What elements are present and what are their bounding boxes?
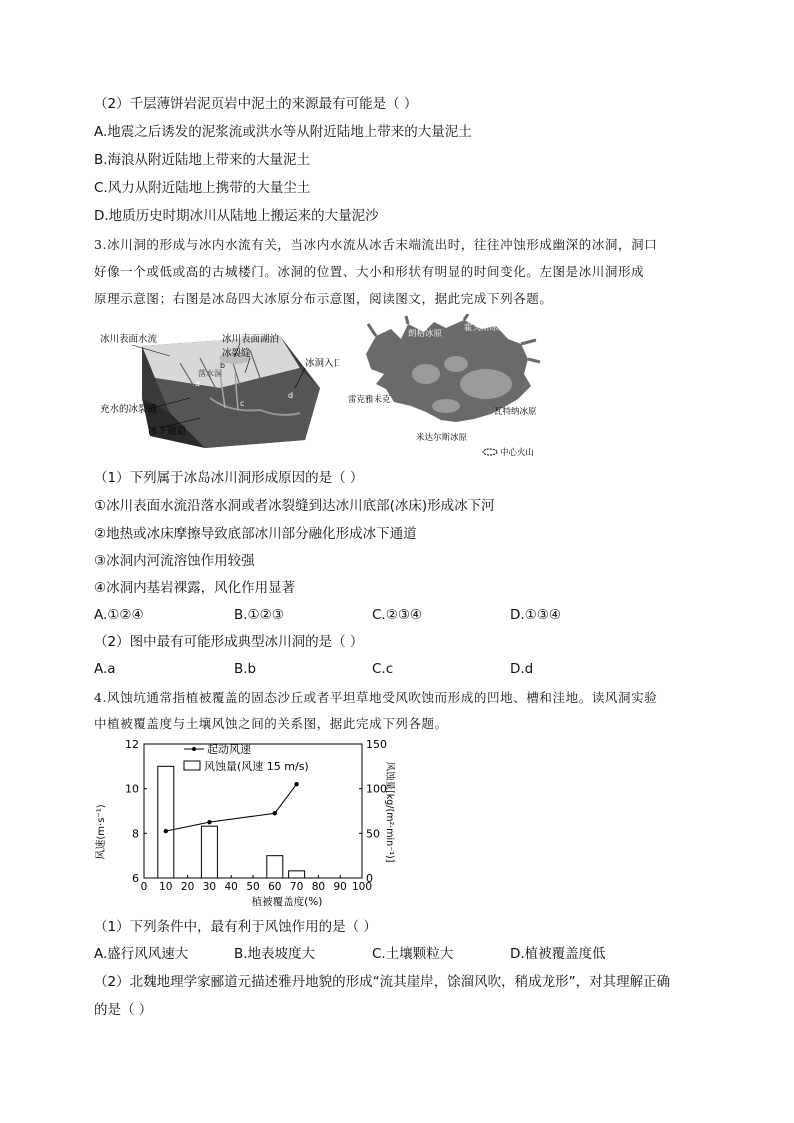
statement-3: ③冰洞内河流溶蚀作用较强: [94, 553, 255, 569]
label-moulin: 落水洞: [198, 369, 222, 378]
glacier-cave-diagram: [100, 318, 340, 456]
option-b: B.地表坡度大: [234, 946, 316, 962]
option-a: A.a: [94, 661, 116, 677]
chart-bar: [201, 826, 217, 878]
label-crevasse: 冰裂缝: [222, 348, 251, 359]
y-tick-label: 10: [125, 782, 139, 796]
option-a: A.地震之后诱发的泥浆流或洪水等从附近陆地上带来的大量泥土: [94, 124, 472, 140]
x-tick-label: 50: [246, 881, 260, 893]
x-tick-label: 60: [268, 881, 282, 893]
label-subglacial-channel: 冰下通道: [148, 426, 187, 437]
option-b: B.①②③: [234, 607, 284, 623]
option-c: C.土壤颗粒大: [372, 946, 454, 962]
x-tick-label: 10: [159, 881, 173, 893]
iceland-map: [346, 314, 546, 460]
question-stem: （1）下列条件中，最有利于风蚀作用的是（ ）: [94, 919, 377, 935]
option-b: B.海浪从附近陆地上带来的大量泥土: [94, 152, 311, 168]
option-d: D.地质历史时期冰川从陆地上搬运来的大量泥沙: [94, 208, 379, 224]
wind-erosion-chart: [92, 734, 412, 910]
label-langjokull: 朗格冰原: [408, 329, 443, 339]
y2-tick-label: 50: [366, 827, 380, 841]
chart-bar: [267, 856, 283, 878]
option-b: B.b: [234, 661, 257, 677]
label-hofsjokull: 霍夫斯冰原: [464, 323, 507, 333]
x-tick-label: 100: [351, 881, 373, 893]
question-stem: （2）千层薄饼岩泥页岩中泥土的来源最有可能是（ ）: [94, 96, 418, 112]
label-reykjavik: 雷克雅未克: [348, 395, 391, 405]
y-tick-label: 6: [132, 872, 139, 885]
x-tick-label: 90: [333, 881, 347, 893]
y-axis-label: 风速(m·s⁻¹): [96, 804, 107, 860]
legend-erosion-amount: 风蚀量(风速 15 m/s): [204, 760, 309, 773]
x-tick-label: 70: [289, 881, 304, 893]
option-c: C.c: [372, 661, 394, 677]
chart-point: [294, 782, 298, 786]
label-surface-flow: 冰川表面水流: [100, 334, 158, 345]
chart-bar: [289, 871, 305, 878]
statement-2: ②地热或冰床摩擦导致底部冰川部分融化形成冰下通道: [94, 526, 417, 542]
question-stem: （1）下列属于冰岛冰川洞形成原因的是（ ）: [94, 470, 364, 486]
statement-1: ①冰川表面水流沿落水洞或者冰裂缝到达冰川底部(冰床)形成冰下河: [94, 498, 495, 514]
question-stem: （2）图中最有可能形成典型冰川洞的是（ ）: [94, 634, 364, 650]
question-intro: 中植被覆盖度与土壤风蚀之间的关系图，据此完成下列各题。: [94, 716, 448, 731]
label-surface-lake: 冰川表面湖泊: [222, 334, 280, 345]
marker-c: c: [240, 399, 245, 408]
x-tick-label: 40: [224, 881, 238, 893]
y2-tick-label: 0: [366, 872, 373, 885]
chart-line: [166, 784, 297, 831]
x-tick-label: 0: [140, 881, 148, 893]
question-intro: 4.风蚀坑通常指植被覆盖的固态沙丘或者平坦草地受风吹蚀而形成的凹地、槽和洼地。读风洞实验: [94, 690, 658, 705]
y-tick-label: 12: [125, 738, 139, 751]
y2-tick-label: 100: [366, 782, 387, 796]
label-water-crevasse: 充水的冰裂缝: [100, 404, 158, 415]
option-a: A.①②④: [94, 607, 144, 623]
chart-point: [207, 820, 211, 824]
question-intro: 好像一个或低或高的古城楼门。冰洞的位置、大小和形状有明显的时间变化。左图是冰川洞形成: [94, 264, 645, 279]
chart-bar: [158, 766, 174, 878]
label-vatnajokull: 瓦特纳冰原: [494, 407, 537, 417]
option-d: D.植被覆盖度低: [510, 946, 606, 962]
label-cave-entrance: 冰洞入口: [305, 358, 340, 369]
marker-b: b: [220, 361, 226, 370]
chart-point: [273, 811, 277, 815]
question-stem: （2）北魏地理学家郦道元描述雅丹地貌的形成“流其崖岸，馀溜风吹，稍成龙形”，对其理解正确: [94, 974, 671, 990]
y-tick-label: 8: [132, 827, 139, 841]
legend-central-volcano: 中心火山: [500, 448, 535, 458]
legend-startup-wind: 起动风速: [207, 743, 251, 756]
x-tick-label: 30: [202, 881, 217, 893]
option-a: A.盛行风风速大: [94, 946, 189, 962]
question-intro: 3.冰川洞的形成与冰内水流有关，当冰内水流从冰舌末端流出时，往往冲蚀形成幽深的冰洞，洞口: [94, 237, 658, 252]
marker-a: a: [195, 379, 200, 388]
question-intro: 原理示意图；右图是冰岛四大冰原分布示意图，阅读图文，据此完成下列各题。: [94, 291, 553, 306]
label-myrdalsjokull: 米达尔斯冰原: [416, 433, 468, 443]
x-tick-label: 80: [311, 881, 326, 893]
marker-d: d: [288, 391, 294, 400]
y2-axis-label: 风蚀量[kg/(m²·min⁻¹)]: [384, 761, 395, 863]
option-d: D.①③④: [510, 607, 561, 623]
chart-point: [164, 829, 168, 833]
x-axis-label: 植被覆盖度(%): [251, 896, 323, 908]
option-d: D.d: [510, 661, 534, 677]
option-c: C.风力从附近陆地上携带的大量尘土: [94, 180, 311, 196]
question-stem: 的是（ ）: [94, 1002, 153, 1018]
option-c: C.②③④: [372, 607, 423, 623]
x-tick-label: 20: [180, 881, 195, 893]
statement-4: ④冰洞内基岩裸露，风化作用显著: [94, 580, 296, 596]
y2-tick-label: 150: [366, 738, 387, 751]
